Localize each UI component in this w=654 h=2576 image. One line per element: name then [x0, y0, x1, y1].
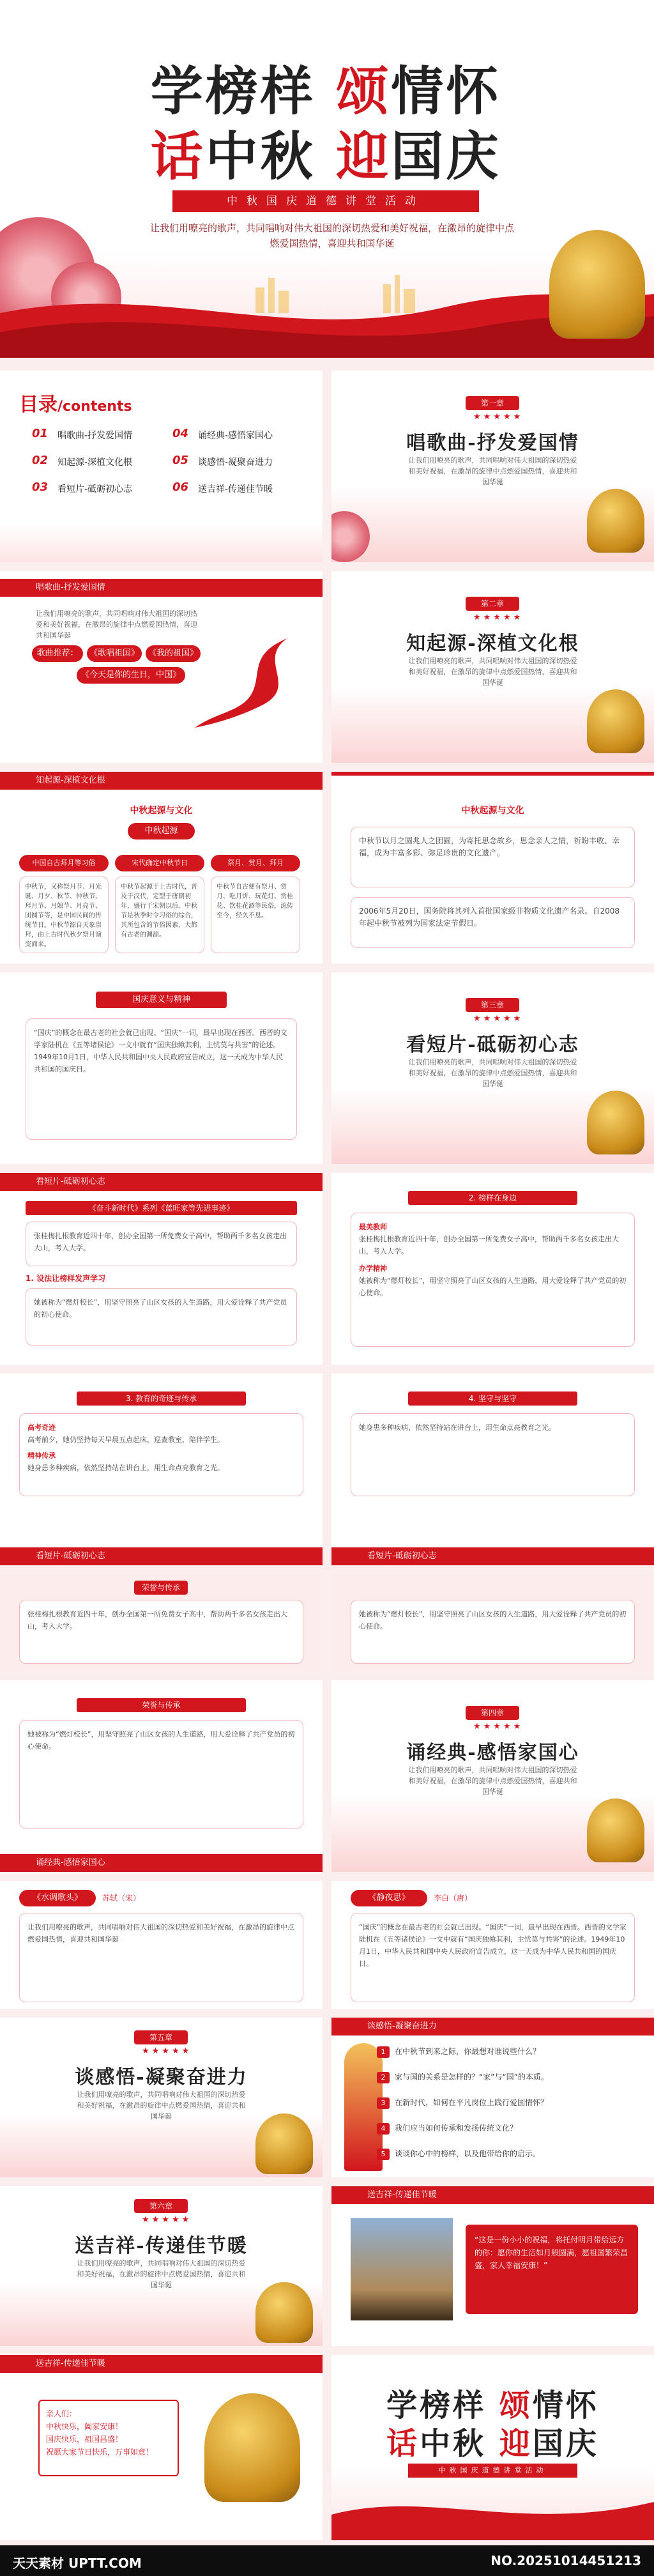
song-pill[interactable]: 《歌唱祖国》: [87, 645, 142, 662]
chapter-6-slide: [0, 2186, 323, 2346]
cover-title-line-1: 学榜样 颂情怀: [150, 61, 501, 122]
chapter-title: 看短片-砥砺初心志: [406, 1034, 579, 1056]
film-text-card: 她身患多种疾病，依然坚持站在讲台上，用生命点亮教育之光。: [351, 1413, 635, 1496]
chapter-2-slide: [331, 571, 654, 763]
origin-text-card: 2006年5月20日，国务院将其列入首批国家级非物质文化遗产名录。自2008年起中秋节被列为国家法定节假日。: [351, 897, 635, 948]
chapter-4-slide: [331, 1680, 654, 1872]
film-text-card: 张桂梅扎根教育近四十年，创办全国第一所免费女子高中，帮助两千多名女孩走出大山，考入大学。: [19, 1600, 303, 1664]
film-label: 办学精神: [359, 1264, 387, 1273]
film-text: 高考前夕，她仍坚持每天早晨五点起床，巡查教室，陪伴学生。: [27, 1436, 224, 1444]
section-bar: 看短片-砥砺初心志: [0, 1547, 323, 1565]
classics-slide-2: [331, 1881, 654, 2009]
film-point-bar: 荣誉与传承: [77, 1698, 246, 1712]
origin-text-card: 中秋节以月之圆兆人之团圆，为寄托思念故乡，思念亲人之情，祈盼丰收、幸福，成为丰富多彩、弥足珍贵的文化遗产。: [351, 827, 635, 887]
song-intro: 让我们用嘹亮的歌声，共同唱响对伟大祖国的深切热爱和美好祝福，在激昂的旋律中点燃爱国热情，喜迎共和国华诞: [36, 610, 197, 640]
poem-author: 李白（唐）: [434, 1894, 473, 1903]
chapter-tag: 第六章: [134, 2199, 188, 2213]
film-point-bar: 4. 坚守与坚守: [408, 1392, 577, 1406]
film-series-bar: 《奋斗新时代》系列《蓝旺家等先进事迹》: [26, 1201, 297, 1215]
insight-row: 5 谈谈你心中的榜样，以及他带给你的启示。: [377, 2148, 588, 2160]
insight-row: 1 在中秋节到来之际，你最想对谁说些什么？: [377, 2046, 588, 2058]
red-wave-decoration: [331, 2489, 654, 2540]
film-text: 她被称为“燃灯校长”，用坚守照亮了山区女孩的人生道路，用大爱诠释了共产党员的初心使命。: [359, 1276, 627, 1297]
toc-item-1[interactable]: 唱歌曲-抒发爱国情: [57, 431, 133, 441]
golden-lion-icon: [587, 689, 644, 753]
song-label: 歌曲推荐：: [32, 645, 83, 662]
film-slide-6: [331, 1574, 654, 1670]
toc-number: 04: [172, 427, 189, 440]
film-slide-7: [0, 1680, 323, 1872]
closing-slide-right: [331, 2355, 654, 2540]
toc-number: 02: [32, 454, 49, 467]
photo-palace-image: [351, 2218, 453, 2320]
golden-lion-icon: [587, 1798, 644, 1862]
film-text-card: [19, 1413, 303, 1496]
insight-row: 3 在新时代，如何在平凡岗位上践行爱国情怀？: [377, 2097, 588, 2109]
origin-pill: 宋代确定中秋节日: [115, 855, 204, 871]
cover-description: 让我们用嘹亮的歌声，共同唱响对伟大祖国的深切热爱和美好祝福，在激昂的旋律中点燃爱国热情，喜迎共和国华诞: [149, 222, 514, 249]
national-day-card: “国庆”的概念在最古老的社会就已出现。“国庆”一词，最早出现在西晋。西晋的文学家陆机在《五等诸侯论》一文中就有“国庆独飨其利，主忧莫与共害”的论述。1949年10月1日，中华人民共和国中央人民政府宣告成立，这一天成为中华人民共和国的国庆日。: [26, 1018, 297, 1140]
toc-number: 03: [32, 480, 49, 494]
toc-item-6[interactable]: 送吉祥-传递佳节暖: [198, 484, 273, 494]
stars-decoration: ★★★★★: [473, 1722, 524, 1731]
contents-slide: [0, 371, 323, 562]
film-label: 最美教师: [359, 1223, 387, 1231]
chapter-tag: 第三章: [466, 998, 519, 1012]
toc-item-4[interactable]: 诵经典-感悟家国心: [198, 431, 273, 441]
chapter-tag: 第一章: [466, 396, 519, 410]
golden-lion-icon: [549, 230, 645, 339]
red-silk-icon: [192, 635, 307, 731]
chapter-description: 让我们用嘹亮的歌声，共同唱响对伟大祖国的深切热爱和美好祝福，在激昂的旋律中点燃爱国热情，喜迎共和国华诞: [408, 1766, 577, 1796]
origin-card: 中秋节自古便有祭月、赏月、吃月饼、玩花灯、赏桂花、饮桂花酒等民俗，流传至今，经久不息。: [211, 877, 300, 953]
chapter-title: 唱歌曲-抒发爱国情: [406, 432, 579, 454]
poem-title-pill: 《静夜思》: [351, 1890, 427, 1906]
closing-message-card: 亲人们： 中秋快乐，阖家安康！ 国庆快乐，祖国昌盛！ 祝愿大家节日快乐，万事如意！: [38, 2400, 179, 2476]
chapter-description: 让我们用嘹亮的歌声，共同唱响对伟大祖国的深切热爱和美好祝福，在激昂的旋律中点燃爱国热情，喜迎共和国华诞: [408, 1058, 577, 1088]
toc-number: 05: [172, 454, 189, 467]
origin-heading: 中秋起源与文化: [130, 806, 193, 816]
origin-card: 中秋节，又称祭月节、月光诞、月夕、秋节、仲秋节、拜月节、月娘节、月亮节、团圆节等，是中国民间的传统节日。中秋节源自天象崇拜，由上古时代秋夕祭月演变而来。: [19, 877, 109, 953]
toc-item-2[interactable]: 知起源-深植文化根: [57, 457, 133, 468]
toc-number: 01: [32, 427, 49, 440]
stars-decoration: ★★★★★: [473, 1014, 524, 1023]
toc-footer-decoration: [0, 524, 323, 562]
film-text-card: 她被称为“燃灯校长”，用坚守照亮了山区女孩的人生道路，用大爱诠释了共产党员的初心使命。: [26, 1288, 297, 1346]
watermark-footer: [0, 2545, 654, 2576]
golden-lion-icon: [587, 1091, 644, 1154]
toc-title: 目录/contents: [19, 394, 132, 416]
insight-row: 4 我们应当如何传承和发扬传统文化？: [377, 2122, 588, 2135]
poem-card: 让我们用嘹亮的歌声，共同唱响对伟大祖国的深切热爱和美好祝福，在激昂的旋律中点燃爱国热情，喜迎共和国华诞: [19, 1913, 303, 2002]
origin-pill: 中国自古拜月等习俗: [19, 855, 109, 871]
poem-card: “国庆”的概念在最古老的社会就已出现。“国庆”一词，最早出现在西晋。西晋的文学家陆机在《五等诸侯论》一文中就有“国庆独飨其利，主忧莫与共害”的论述。1949年10月1日，中华人民共和国中央人民政府宣告成立，这一天成为中华人民共和国的国庆日。: [351, 1913, 635, 2002]
golden-lion-icon: [587, 489, 644, 553]
chapter-1-slide: [331, 371, 654, 562]
stars-decoration: ★★★★★: [473, 613, 524, 622]
insight-row: 2 家与国的关系是怎样的？“家”与“国”的本质。: [377, 2071, 588, 2083]
origin-pill: 祭月、赏月、拜月: [211, 855, 300, 871]
film-text: 张桂梅扎根教育近四十年，创办全国第一所免费女子高中，帮助两千多名女孩走出大山，考入大学。: [359, 1235, 619, 1255]
blessing-slide: [331, 2186, 654, 2346]
chapter-3-slide: [331, 972, 654, 1164]
stars-decoration: ★★★★★: [473, 412, 524, 422]
poem-title-pill: 《水调歌头》: [19, 1890, 96, 1906]
national-day-heading: 国庆意义与精神: [96, 992, 227, 1008]
chapter-description: 让我们用嘹亮的歌声，共同唱响对伟大祖国的深切热爱和美好祝福，在激昂的旋律中点燃爱国热情，喜迎共和国华诞: [77, 2259, 246, 2289]
stars-decoration: ★★★★★: [142, 2215, 192, 2225]
footer-id-label: NO.20251014451213: [490, 2553, 641, 2568]
film-point-bar: 3. 教育的奇迹与传承: [77, 1392, 246, 1406]
peony-decoration: [331, 511, 370, 562]
chapter-5-slide: [0, 2018, 323, 2177]
footer-site-label: 天天素材 UPTT.COM: [13, 2556, 142, 2571]
chapter-description: 让我们用嘹亮的歌声，共同唱响对伟大祖国的深切热爱和美好祝福，在激昂的旋律中点燃爱国热情，喜迎共和国华诞: [77, 2090, 246, 2120]
chapter-tag: 第五章: [134, 2030, 188, 2044]
section-bar: 唱歌曲-抒发爱国情: [0, 579, 323, 597]
origin-card: 中秋节起源于上古时代，普及于汉代，定型于唐朝初年，盛行于宋朝以后。中秋节是秋季时令习俗的综合，其所包含的节俗因素，大都有古老的渊源。: [115, 877, 204, 953]
poem-author: 苏轼（宋）: [102, 1894, 141, 1903]
origin-root-pill: 中秋起源: [128, 823, 195, 839]
film-label: 高考奇迹: [27, 1423, 56, 1432]
origin-right-heading: 中秋起源与文化: [461, 806, 524, 816]
section-bar: 送吉祥-传递佳节暖: [0, 2355, 323, 2373]
cover-slide: [0, 0, 654, 358]
song-slide: [0, 571, 323, 763]
section-bar: 诵经典-感悟家国心: [0, 1854, 323, 1872]
film-text: 她身患多种疾病，依然坚持站在讲台上，用生命点亮教育之光。: [27, 1464, 224, 1472]
song-pill[interactable]: 《今天是你的生日，中国》: [77, 667, 185, 684]
section-bar: 看短片-砥砺初心志: [331, 1547, 654, 1565]
section-bar: 送吉祥-传递佳节暖: [331, 2186, 654, 2204]
film-slide-4: [331, 1374, 654, 1565]
chapter-title: 知起源-深植文化根: [406, 632, 579, 655]
classics-slide-1: [0, 1881, 323, 2009]
film-point: 1. 设法让榜样发声学习: [26, 1274, 106, 1283]
chapter-tag: 第二章: [466, 597, 519, 611]
film-text-card: 张桂梅扎根教育近四十年，创办全国第一所免费女子高中，帮助两千多名女孩走出大山，考入大学。: [26, 1222, 297, 1266]
film-slide-3: [0, 1374, 323, 1565]
chapter-tag: 第四章: [466, 1706, 519, 1720]
closing-slide-left: [0, 2355, 323, 2540]
film-slide-1: [0, 1173, 323, 1365]
toc-number: 06: [172, 480, 189, 494]
closing-ribbon: 中秋国庆道德讲堂活动: [408, 2464, 577, 2478]
origin-slide-right: [331, 772, 654, 963]
chapter-description: 让我们用嘹亮的歌声，共同唱响对伟大祖国的深切热爱和美好祝福，在激昂的旋律中点燃爱国热情，喜迎共和国华诞: [408, 456, 577, 486]
chapter-title: 谈感悟-凝聚奋进力: [75, 2066, 248, 2089]
origin-slide-left: [0, 772, 323, 963]
chapter-description: 让我们用嘹亮的歌声，共同唱响对伟大祖国的深切热爱和美好祝福，在激昂的旋律中点燃爱国热情，喜迎共和国华诞: [408, 657, 577, 687]
section-bar: 看短片-砥砺初心志: [0, 1173, 323, 1191]
film-text-card: 她被称为“燃灯校长”，用坚守照亮了山区女孩的人生道路，用大爱诠释了共产党员的初心使命。: [351, 1600, 635, 1664]
film-label: 精神传承: [27, 1452, 56, 1460]
section-bar: 谈感悟-凝聚奋进力: [331, 2018, 654, 2035]
toc-item-5[interactable]: 谈感悟-凝聚奋进力: [198, 457, 273, 468]
chapter-title: 诵经典-感悟家国心: [406, 1742, 579, 1764]
closing-title-line-1: 学榜样 颂情怀: [386, 2388, 599, 2423]
section-bar: 知起源-深植文化根: [0, 772, 323, 790]
film-text-card: [351, 1213, 635, 1347]
film-point-bar: 2. 榜样在身边: [408, 1191, 577, 1205]
film-slide-5: [0, 1574, 323, 1670]
cover-title-line-2: 话中秋 迎国庆: [150, 126, 501, 187]
closing-title-line-2: 话中秋 迎国庆: [386, 2426, 599, 2462]
film-label-tag: 荣誉与传承: [134, 1581, 188, 1595]
blessing-quote-card: “这是一份小小的祝福，将托付明月带给远方的你：愿你的生活如月般圆满，愿祖国繁荣昌盛，家人幸福安康！”: [466, 2225, 638, 2314]
golden-lion-icon: [255, 2282, 313, 2343]
song-pill[interactable]: 《我的祖国》: [146, 645, 201, 662]
chapter-title: 送吉祥-传递佳节暖: [75, 2235, 248, 2257]
national-day-slide: [0, 972, 323, 1164]
golden-lion-icon: [204, 2393, 300, 2502]
film-text-card: 她被称为“燃灯校长”，用坚守照亮了山区女孩的人生道路，用大爱诠释了共产党员的初心使命。: [19, 1720, 303, 1828]
stars-decoration: ★★★★★: [142, 2046, 192, 2056]
film-slide-2: [331, 1173, 654, 1365]
cover-ribbon: 中秋国庆道德讲堂活动: [172, 190, 479, 212]
golden-lion-icon: [255, 2113, 313, 2174]
toc-item-3[interactable]: 看短片-砥砺初心志: [57, 484, 133, 494]
top-bar: [331, 772, 654, 776]
